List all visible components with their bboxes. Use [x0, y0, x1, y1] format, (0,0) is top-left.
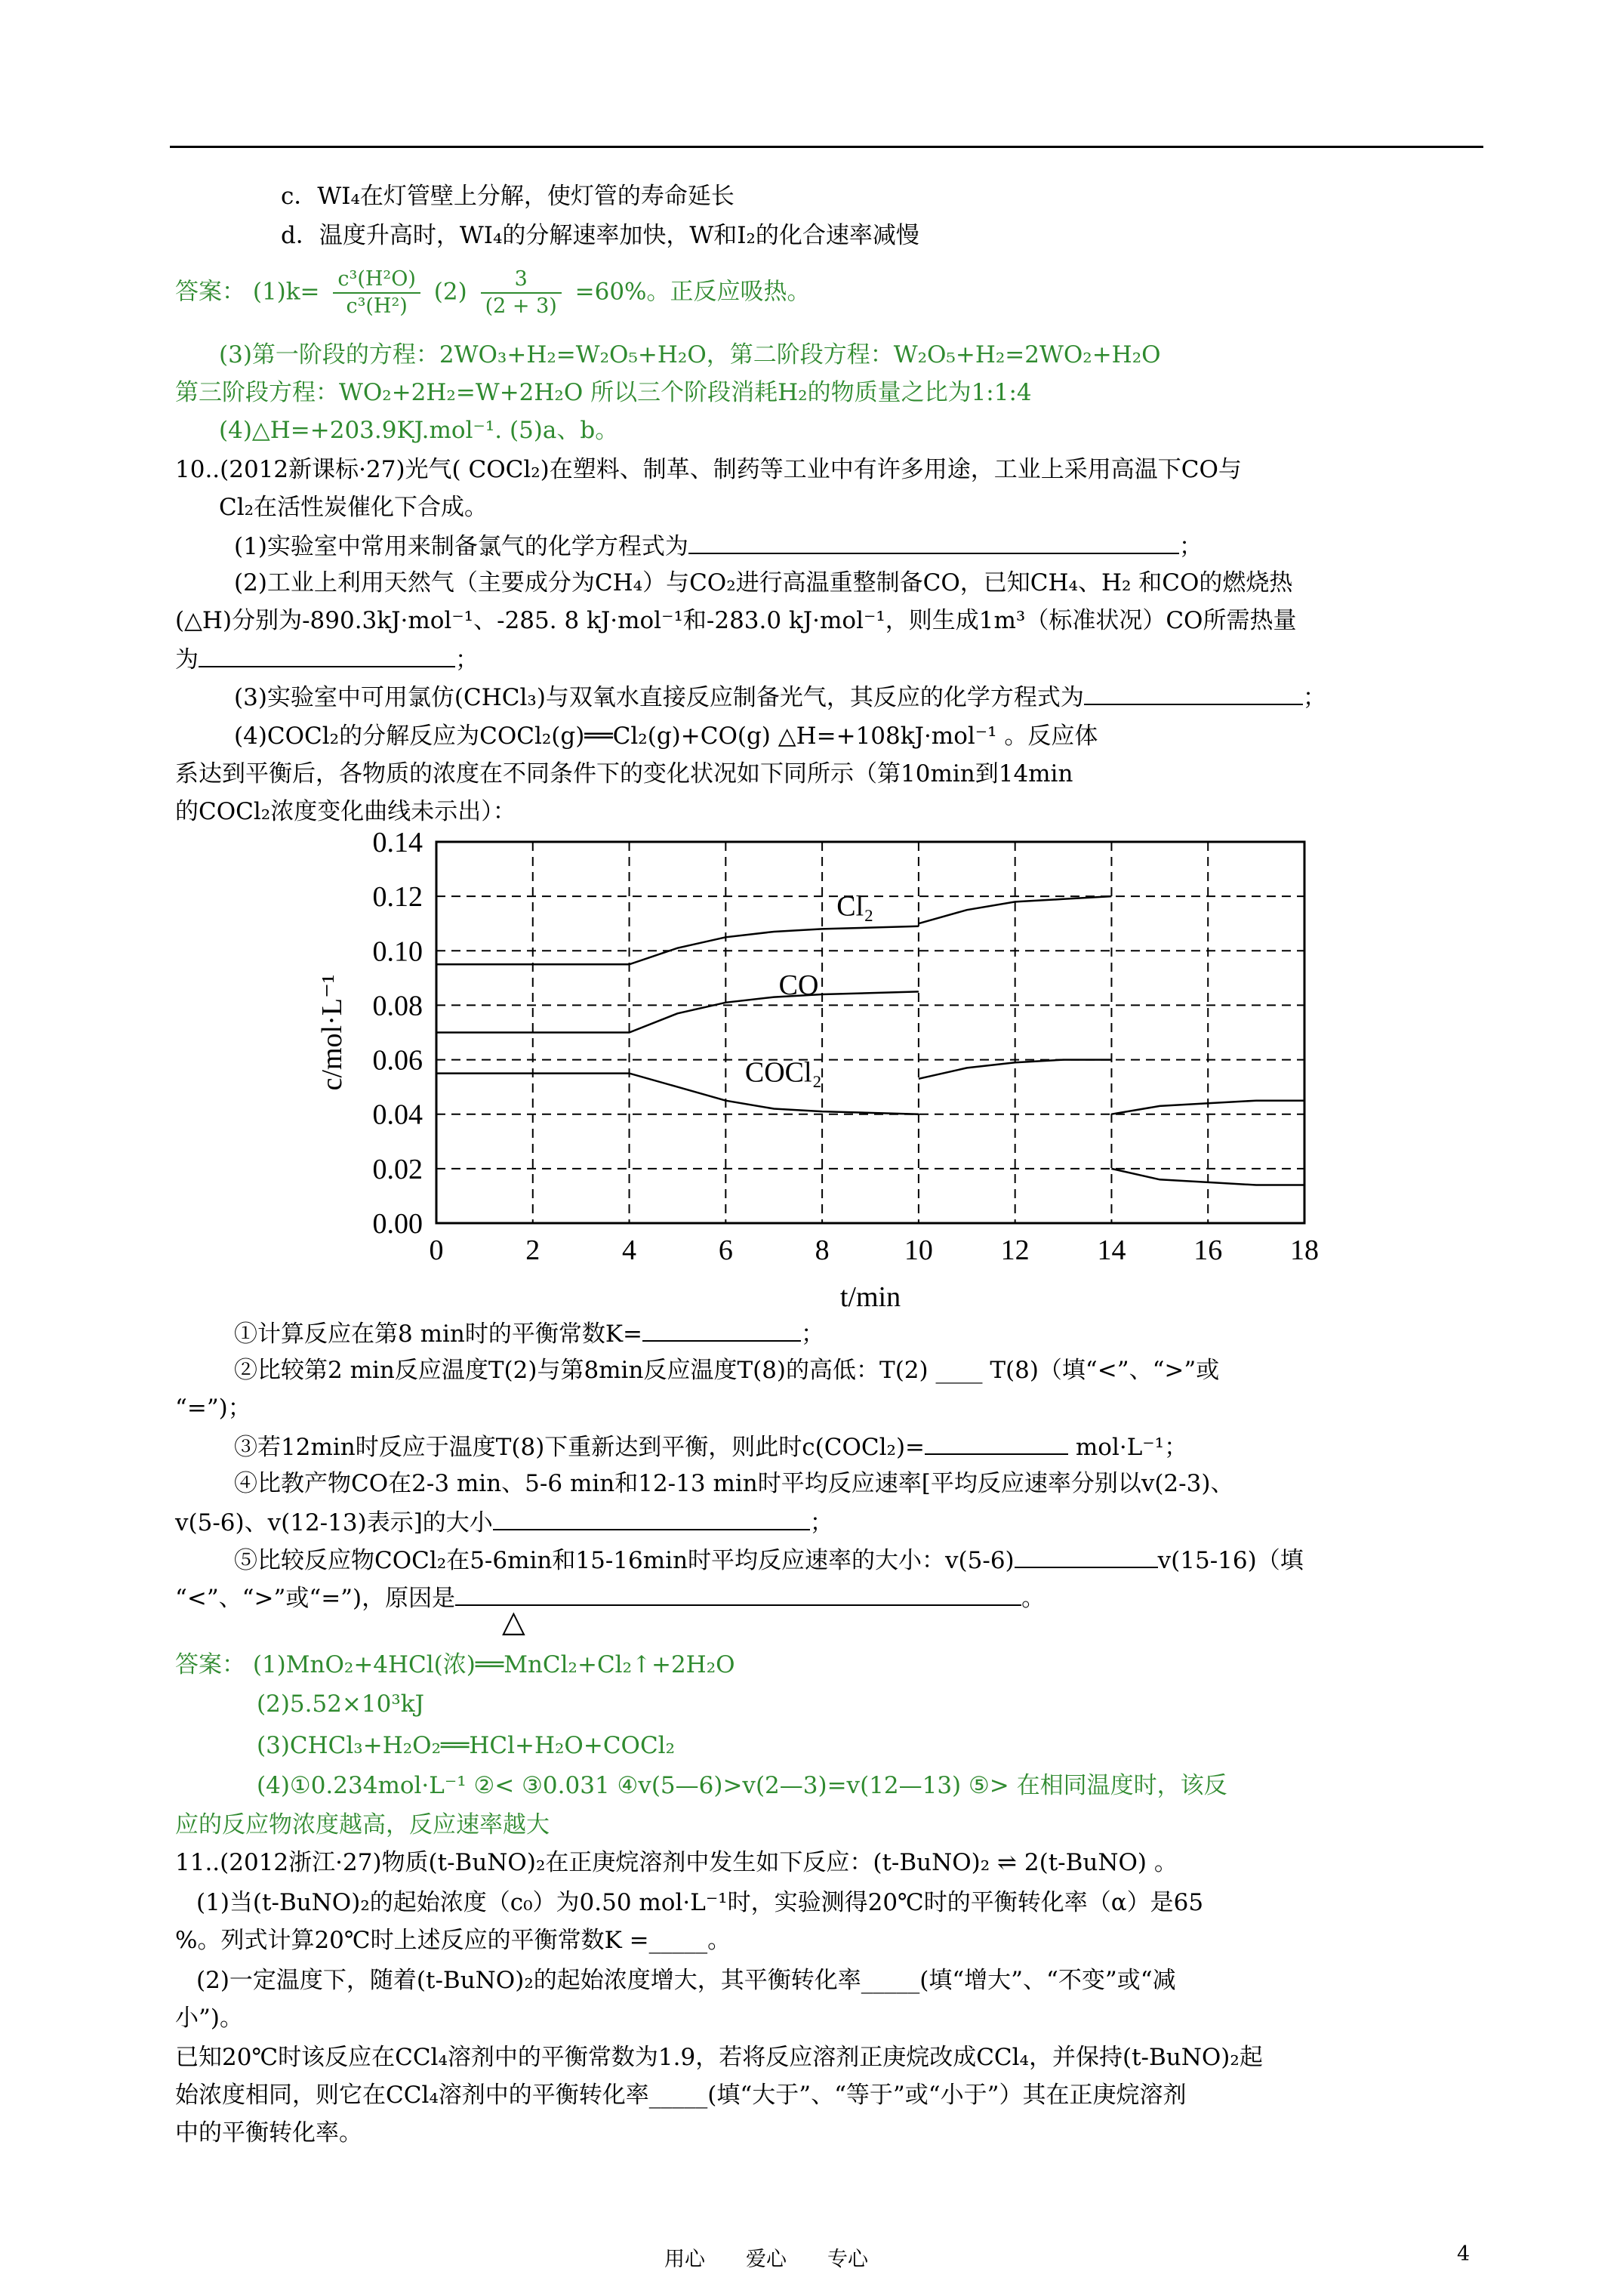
answer-blank: [455, 1582, 1021, 1606]
x-tick-label: 18: [1290, 1234, 1319, 1266]
question-11-3c: 中的平衡转化率。: [175, 2119, 362, 2147]
answer-2-suffix: =60%。正反应吸热。: [574, 278, 811, 306]
question-10b: Cl₂在活性炭催化下合成。: [219, 494, 488, 521]
y-tick-label: 0.08: [372, 990, 423, 1022]
question-11-3: 已知20℃时该反应在CCl₄溶剂中的平衡常数为1.9，若将反应溶剂正庚烷改成CCl₄，并保持(t-BuNO)₂起: [175, 2044, 1263, 2071]
header-rule: [170, 146, 1483, 148]
sub-question-2: ②比较第2 min反应温度T(2)与第8min反应温度T(8)的高低：T(2) ____ T(8)（填“<”、“>”或: [234, 1357, 1220, 1384]
concentration-chart: [302, 827, 1344, 1325]
question-10-2c-text: 为: [175, 646, 199, 673]
question-10-2b: (△H)分别为-890.3kJ·mol⁻¹、-285. 8 kJ·mol⁻¹和-283.0 kJ·mol⁻¹，则生成1m³（标准状况）CO所需热量: [175, 607, 1297, 634]
x-tick-label: 16: [1193, 1234, 1223, 1266]
sub-question-2b: “=”)；: [175, 1395, 251, 1422]
answer-3: (3)第一阶段的方程：2WO₃+H₂=W₂O₅+H₂O，第二阶段方程：W₂O₅+H₂=2WO₂+H₂O: [219, 341, 1161, 368]
answer-3b: 第三阶段方程：WO₂+2H₂=W+2H₂O 所以三个阶段消耗H₂的物质量之比为1:1:4: [175, 379, 1032, 406]
heating-symbol: △: [502, 1604, 525, 1639]
answer-2-prefix: (2): [433, 278, 467, 306]
sub-question-5-tail: v(15-16)（填: [1157, 1547, 1304, 1574]
question-11-2b: 小”)。: [175, 2005, 243, 2032]
question-10-3: (3)实验室中可用氯仿(CHCl₃)与双氧水直接反应制备光气，其反应的化学方程式为 ；: [234, 681, 1326, 713]
sub-question-3-unit: mol·L⁻¹；: [1075, 1434, 1188, 1461]
question-10-4b: 系达到平衡后，各物质的浓度在不同条件下的变化状况如下同所示（第10min到14min: [175, 760, 1073, 787]
x-axis-label: t/min: [839, 1281, 901, 1313]
sub-question-3-text: ③若12min时反应于温度T(8)下重新达到平衡，则此时c(COCl₂)=: [234, 1434, 925, 1461]
sub-question-1: ①计算反应在第8 min时的平衡常数K= ；: [234, 1318, 824, 1349]
x-tick-label: 0: [429, 1234, 444, 1266]
question-11-2: (2)一定温度下，随着(t-BuNO)₂的起始浓度增大，其平衡转化率_____(填“增大”、“不变”或“减: [196, 1967, 1176, 1994]
page-number: 4: [1457, 2242, 1471, 2266]
answer-1-numerator: c³(H²O): [333, 267, 420, 294]
question-10-4c: 的COCl₂浓度变化曲线未示出）：: [175, 798, 516, 825]
y-tick-label: 0.02: [372, 1153, 423, 1185]
question-10-2c: 为 ；: [175, 643, 479, 675]
answer-1-denominator: c³(H²): [346, 294, 408, 318]
question-10: 10..(2012新课标·27)光气( COCl₂)在塑料、制革、制药等工业中有许多用途，工业上采用高温下CO与: [175, 456, 1242, 483]
question-10-2: (2)工业上利用天然气（主要成分为CH₄）与CO₂进行高温重整制备CO，已知CH₄、H₂ 和CO的燃烧热: [234, 569, 1293, 596]
answer-10-4: (4)①0.234mol·L⁻¹ ②< ③0.031 ④v(5—6)>v(2—3)=v(12—13) ⑤> 在相同温度时，该反: [257, 1772, 1227, 1799]
y-tick-label: 0.10: [372, 935, 423, 968]
answer-blank: [642, 1318, 801, 1342]
answer-2-fraction: [481, 267, 562, 319]
option-c: c．WI₄在灯管壁上分解，使灯管的寿命延长: [281, 183, 735, 210]
sub-question-4b-text: v(5-6)、v(12-13)表示]的大小: [175, 1509, 493, 1536]
answer-blank: [199, 643, 455, 667]
sub-question-1-text: ①计算反应在第8 min时的平衡常数K=: [234, 1321, 642, 1348]
x-tick-label: 10: [904, 1234, 933, 1266]
answer-10-4b: 应的反应物浓度越高，反应速率越大: [175, 1811, 550, 1838]
sub-question-4b: v(5-6)、v(12-13)表示]的大小 ；: [175, 1506, 833, 1538]
answer-blank: [925, 1431, 1068, 1455]
answer-1-fraction: [333, 267, 420, 319]
answer-10-3: (3)CHCl₃+H₂O₂══HCl+H₂O+COCl₂: [257, 1732, 676, 1759]
sub-question-5c-text: “<”、“>”或“=”)，原因是: [175, 1585, 456, 1612]
y-tick-label: 0.14: [372, 827, 423, 858]
question-11-1: (1)当(t-BuNO)₂的起始浓度（c₀）为0.50 mol·L⁻¹时，实验测得20℃时的平衡转化率（α）是65: [196, 1889, 1204, 1916]
answer-label: 答案：: [175, 278, 245, 306]
answer-4: (4)△H=+203.9KJ.mol⁻¹. (5)a、b。: [219, 417, 619, 444]
series-line-2-0: [436, 1074, 919, 1114]
y-tick-label: 0.00: [372, 1208, 423, 1240]
series-label-1: CO: [778, 969, 819, 1001]
question-10-4: (4)COCl₂的分解反应为COCl₂(g)══Cl₂(g)+CO(g) △H=+108kJ·mol⁻¹ 。反应体: [234, 723, 1098, 750]
answer-2-denominator: (2 + 3): [485, 294, 557, 318]
sub-question-5: [234, 1544, 1304, 1576]
y-axis-label: c/mol·L⁻¹: [316, 974, 348, 1091]
question-11-3b: 始浓度相同，则它在CCl₄溶剂中的平衡转化率_____(填“大于”、“等于”或“小于”）其在正庚烷溶剂: [175, 2082, 1187, 2109]
sub-question-5-text: ⑤比较反应物COCl₂在5-6min和15-16min时平均反应速率的大小：v(5-6): [234, 1547, 1015, 1574]
answer-blank: [688, 530, 1179, 554]
series-line-0-0: [436, 926, 919, 965]
y-tick-label: 0.06: [372, 1044, 423, 1077]
answer-label-2: 答案：: [175, 1651, 245, 1678]
y-tick-label: 0.04: [372, 1099, 423, 1131]
answer-blank: [1015, 1544, 1158, 1568]
x-tick-label: 14: [1097, 1234, 1126, 1266]
answer-blank: [1084, 681, 1303, 705]
question-11: 11..(2012浙江·27)物质(t-BuNO)₂在正庚烷溶剂中发生如下反应：(t-BuNO)₂ ⇌ 2(t-BuNO) 。: [175, 1849, 1178, 1876]
answer-2-numerator: 3: [481, 267, 562, 294]
x-tick-label: 8: [815, 1234, 830, 1266]
answer-10-1-text: (1)MnO₂+4HCl(浓)══MnCl₂+Cl₂↑+2H₂O: [252, 1651, 735, 1678]
sub-question-4: ④比教产物CO在2-3 min、5-6 min和12-13 min时平均反应速率[平均反应速率分别以v(2-3)、: [234, 1470, 1234, 1497]
answer-10-1: [175, 1650, 735, 1680]
footer-motto: 用心 爱心 专心: [664, 2248, 868, 2271]
question-10-3-text: (3)实验室中可用氯仿(CHCl₃)与双氧水直接反应制备光气，其反应的化学方程式为: [234, 684, 1084, 711]
series-label-0: Cl₂: [836, 890, 874, 923]
question-10-1: (1)实验室中常用来制备氯气的化学方程式为 ；: [234, 530, 1203, 562]
series-label-2: COCl₂: [744, 1056, 822, 1089]
answer-blank: [493, 1506, 810, 1530]
answer-10-2: (2)5.52×10³kJ: [257, 1690, 424, 1718]
answer-1-prefix: (1)k=: [252, 278, 320, 306]
answer-block-1: [175, 267, 811, 319]
series-line-1-0: [436, 991, 919, 1032]
x-tick-label: 2: [525, 1234, 540, 1266]
x-tick-label: 12: [1000, 1234, 1030, 1266]
x-tick-label: 6: [718, 1234, 733, 1266]
sub-question-3: [234, 1431, 1187, 1462]
sub-question-5c: “<”、“>”或“=”)，原因是 。: [175, 1582, 1045, 1613]
x-tick-label: 4: [622, 1234, 637, 1266]
y-tick-label: 0.12: [372, 881, 423, 914]
question-10-1-text: (1)实验室中常用来制备氯气的化学方程式为: [234, 533, 688, 560]
option-d: d．温度升高时，WI₄的分解速率加快，W和I₂的化合速率减慢: [281, 222, 919, 249]
question-11-1b: %。列式计算20℃时上述反应的平衡常数K =_____。: [175, 1927, 731, 1954]
